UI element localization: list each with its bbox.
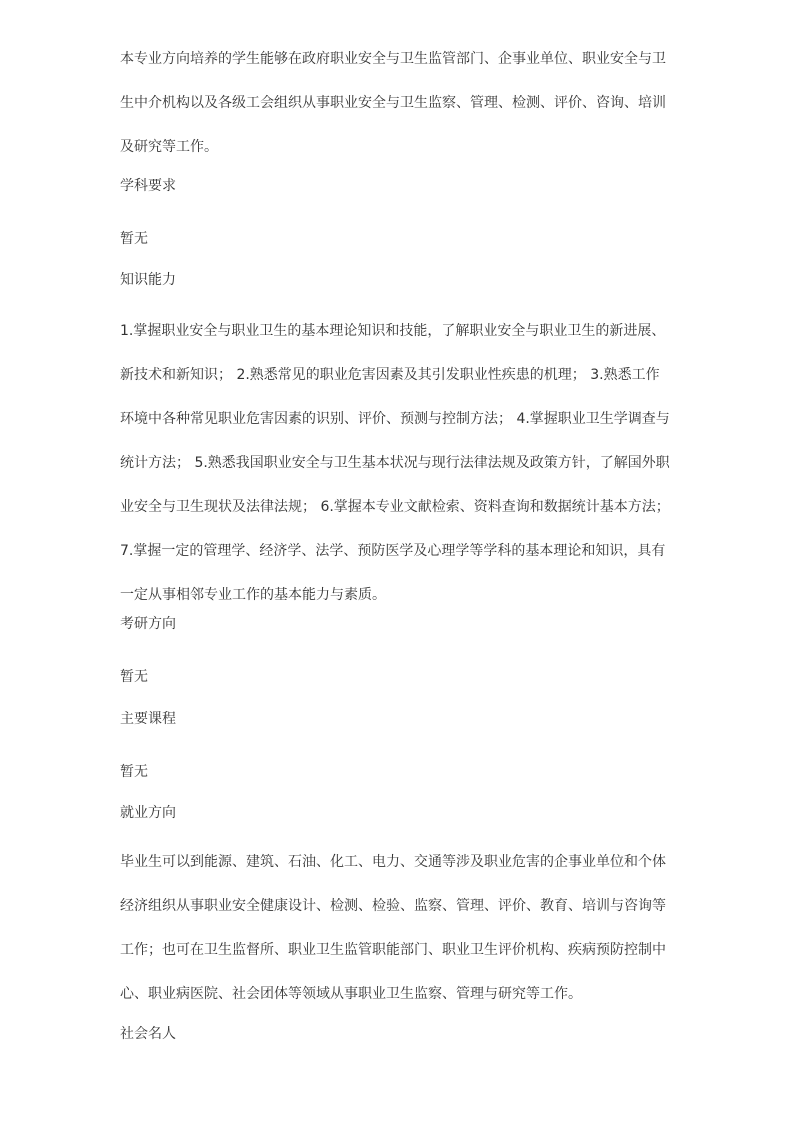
main-courses-content: 暂无 (120, 764, 148, 780)
intro-line: 生中介机构以及各级工会组织从事职业安全与卫生监察、管理、检测、评价、咨询、培训 (120, 95, 666, 111)
section-title-employment-direction: 就业方向 (120, 805, 176, 821)
graduate-direction-content: 暂无 (120, 669, 148, 685)
knowledge-line: 一定从事相邻专业工作的基本能力与素质。 (120, 587, 386, 603)
intro-line: 及研究等工作。 (120, 139, 218, 155)
section-title-subject-requirements: 学科要求 (120, 178, 176, 194)
section-title-notable-people: 社会名人 (120, 1026, 176, 1042)
employment-direction-paragraph (120, 840, 680, 1016)
knowledge-ability-paragraph (120, 309, 680, 617)
intro-line: 本专业方向培养的学生能够在政府职业安全与卫生监管部门、企事业单位、职业安全与卫 (120, 51, 666, 67)
intro-paragraph (120, 37, 680, 169)
knowledge-line: 统计方法； 5.熟悉我国职业安全与卫生基本状况与现行法律法规及政策方针，了解国外职 (120, 455, 670, 471)
knowledge-line: 1.掌握职业安全与职业卫生的基本理论知识和技能，了解职业安全与职业卫生的新进展、 (120, 323, 666, 339)
subject-requirements-content: 暂无 (120, 231, 148, 247)
knowledge-line: 环境中各种常见职业危害因素的识别、评价、预测与控制方法； 4.掌握职业卫生学调查与 (120, 411, 670, 427)
employment-line: 毕业生可以到能源、建筑、石油、化工、电力、交通等涉及职业危害的企事业单位和个体 (120, 854, 666, 870)
knowledge-line: 7.掌握一定的管理学、经济学、法学、预防医学及心理学等学科的基本理论和知识，具有 (120, 543, 666, 559)
section-title-main-courses: 主要课程 (120, 711, 176, 727)
knowledge-line: 业安全与卫生现状及法律法规； 6.掌握本专业文献检索、资料查询和数据统计基本方法； (120, 499, 670, 515)
employment-line: 心、职业病医院、社会团体等领域从事职业卫生监察、管理与研究等工作。 (120, 986, 582, 1002)
employment-line: 工作；也可在卫生监督所、职业卫生监管职能部门、职业卫生评价机构、疾病预防控制中 (120, 942, 666, 958)
section-title-graduate-direction: 考研方向 (120, 616, 176, 632)
knowledge-line: 新技术和新知识； 2.熟悉常见的职业危害因素及其引发职业性疾患的机理； 3.熟悉工作 (120, 367, 660, 383)
section-title-knowledge-ability: 知识能力 (120, 272, 176, 288)
employment-line: 经济组织从事职业安全健康设计、检测、检验、监察、管理、评价、教育、培训与咨询等 (120, 898, 666, 914)
